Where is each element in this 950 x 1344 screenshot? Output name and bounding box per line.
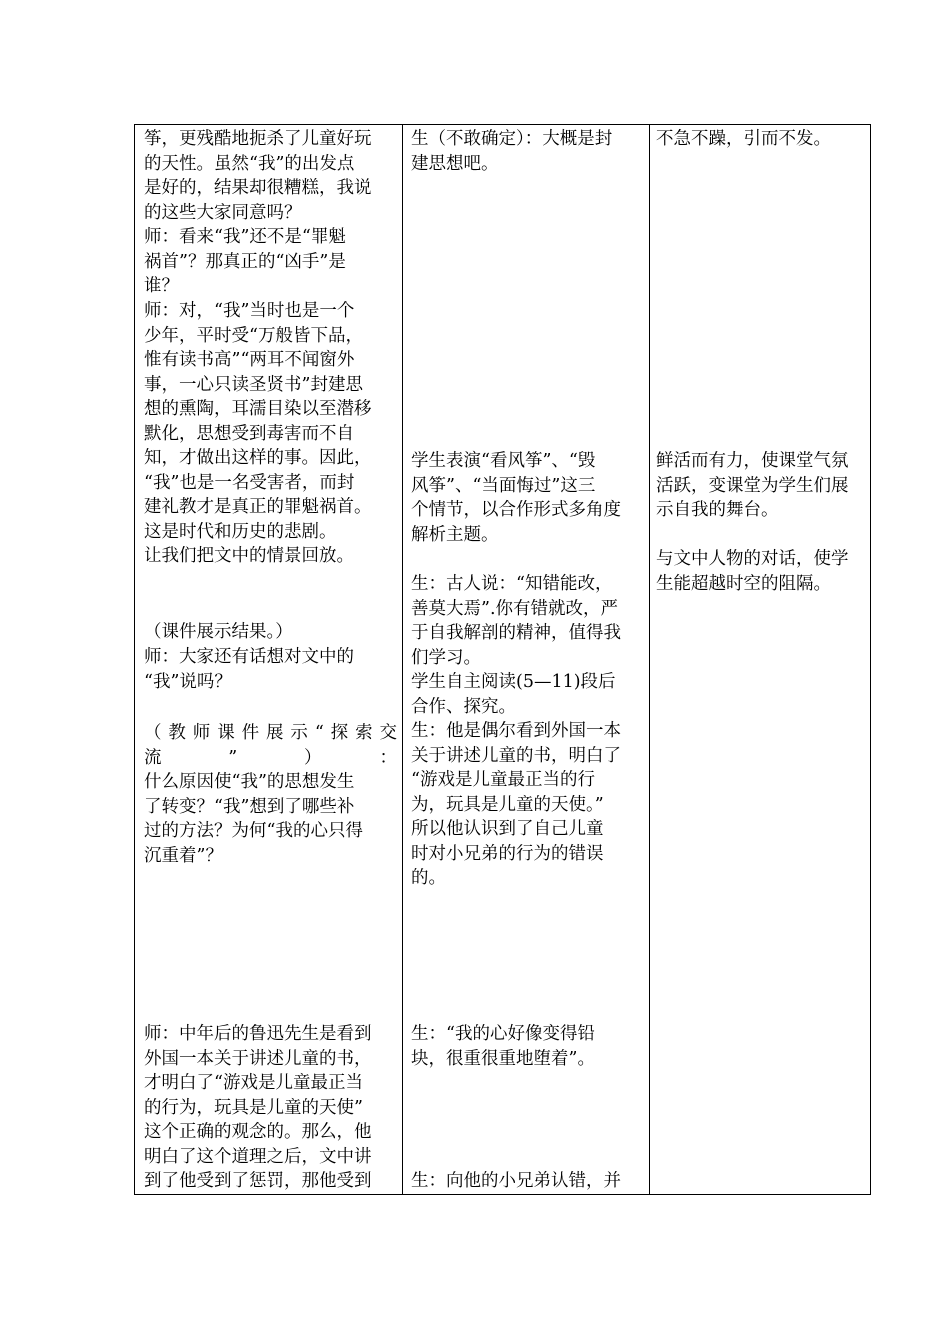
teacher-paragraph-4: 让我们把文中的情景回放。 [144,546,354,566]
teacher-paragraph-5: （课件展示结果。） [144,622,293,642]
student-paragraph-6: 生：“我的心好像变得铅 块，很重很重地堕着”。 [411,1024,595,1069]
design-intent-column [650,125,870,1194]
lesson-plan-table [134,124,871,1195]
teacher-paragraph-8: 什么原因使“我”的思想发生 了转变？“我”想到了哪些补 过的方法？为何“我的心只得 沉重着”？ [144,772,363,866]
intent-paragraph-2: 鲜活而有力，使课堂气氛 活跃，变课堂为学生们展 示自我的舞台。 [656,451,849,520]
teacher-paragraph-2: 师：看来“我”还不是“罪魁 祸首”？那真正的“凶手”是 谁？ [144,227,346,296]
teacher-paragraph-6: 师：大家还有话想对文中的 “我”说吗？ [144,647,354,692]
teacher-paragraph-1: 筝，更残酷地扼杀了儿童好玩 的天性。虽然“我”的出发点 是好的，结果却很糟糕，我说 的这些大家同意吗？ [144,129,372,223]
teacher-activity-column [135,125,403,1194]
student-paragraph-4: 学生自主阅读(5—11)段后 合作、探究。 [411,672,616,717]
student-paragraph-3: 生：古人说：“知错能改， 善莫大焉”.你有错就改，严 于自我解剖的精神，值得我 们学习。 [411,574,621,668]
intent-paragraph-1: 不急不躁，引而不发。 [656,129,831,149]
teacher-paragraph-9: 师：中年后的鲁迅先生是看到 外国一本关于讲述儿童的书， 才明白了“游戏是儿童最正当 的行为，玩具是儿童的天使” 这个正确的观念的。那么，他 明白了这个道理之后，文中讲 到了他受到了惩罚，那他受到 [144,1024,372,1191]
student-paragraph-7: 生：向他的小兄弟认错，并 [411,1171,621,1191]
student-paragraph-2: 学生表演“看风筝”、“毁 风筝”、“当面悔过”这三 个情节，以合作形式多角度 解析主题。 [411,451,621,545]
teacher-paragraph-7: （教师课件展示“探索交 流”）： [144,723,397,768]
teacher-paragraph-3: 师：对，“我”当时也是一个 少年，平时受“万般皆下品， 惟有读书高”“两耳不闻窗外 事，一心只读圣贤书”封建思 想的熏陶，耳濡目染以至潜移 默化，思想受到毒害而不自 知，才做出这样的事。因此， “我”也是一名受害者，而封 建礼教才是真正的罪魁祸首。 这是时代和历史的悲剧。 [144,301,372,542]
student-paragraph-1: 生（不敢确定）：大概是封 建思想吧。 [411,129,613,174]
intent-paragraph-3: 与文中人物的对话，使学 生能超越时空的阻隔。 [656,549,849,594]
student-activity-column [403,125,650,1194]
student-paragraph-5: 生：他是偶尔看到外国一本 关于讲述儿童的书，明白了 “游戏是儿童最正当的行 为，玩具是儿童的天使。” 所以他认识到了自己儿童 时对小兄弟的行为的错误 的。 [411,721,621,888]
